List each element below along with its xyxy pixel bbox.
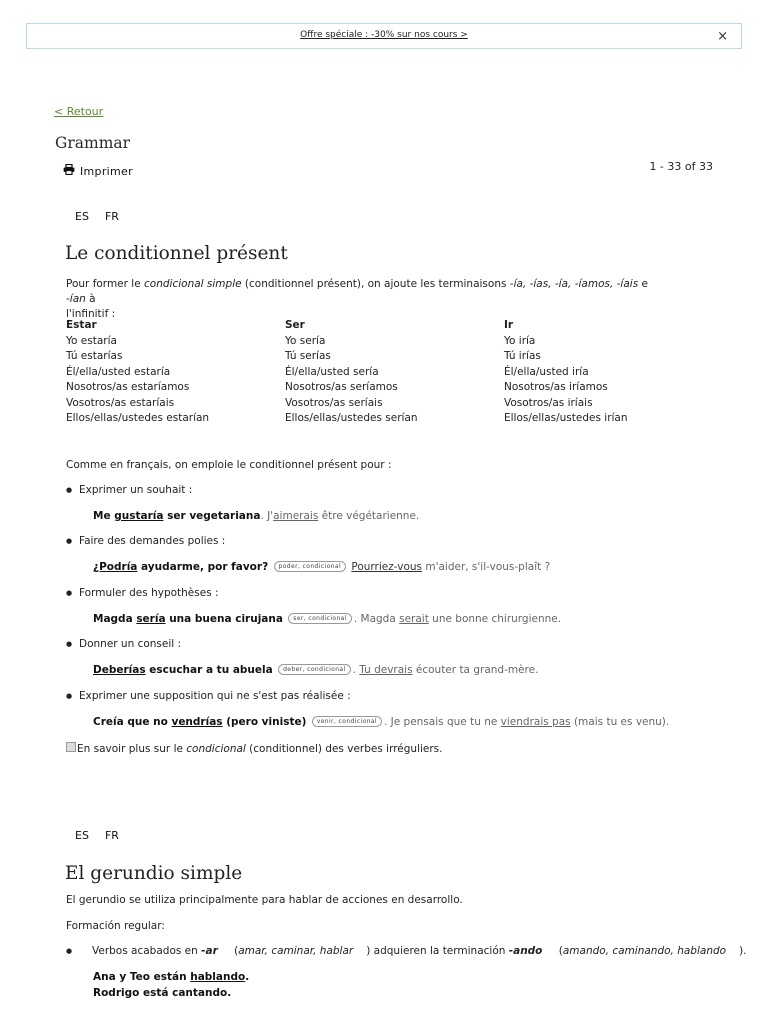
paragraph: Formación regular:	[66, 920, 165, 932]
grammar-tag[interactable]: poder, condicional	[274, 561, 347, 572]
lang-tab-fr[interactable]: FR	[104, 210, 119, 223]
example-sentence: ¿Podría ayudarme, por favor? poder, condicional Pourriez-vous m'aider, s'il-vous-plaît ?	[93, 561, 551, 573]
intro-paragraph: Pour former le condicional simple (conditionnel présent), on ajoute les terminaisons -ía, -ías, -ía, -íamos, -íais e -ían à l'infinitif :	[66, 278, 648, 320]
lang-tab-es[interactable]: ES	[75, 210, 89, 223]
conjugation-column-ir: Ir Yo iría Tú irías Él/ella/usted iría Nosotros/as iríamos Vosotros/as iríais Ellos/ellas/ustedes irían	[504, 319, 628, 424]
promo-link[interactable]: Offre spéciale : -30% sur nos cours >	[300, 30, 468, 40]
language-tabs	[75, 210, 119, 223]
language-tabs	[75, 829, 119, 842]
printer-icon	[63, 164, 75, 178]
example-sentence: Deberías escuchar a tu abuela deber, condicional . Tu devrais écouter ta grand-mère.	[93, 664, 539, 676]
close-icon[interactable]: ×	[717, 29, 728, 44]
example-sentence: Rodrigo está cantando.	[93, 987, 232, 999]
grammar-tag[interactable]: venir, condicional	[312, 716, 382, 727]
section-title: Le conditionnel présent	[65, 243, 288, 264]
promo-banner	[26, 23, 742, 49]
page-title: Grammar	[55, 134, 131, 152]
print-button[interactable]	[63, 164, 133, 178]
conjugation-column-ser: Ser Yo sería Tú serías Él/ella/usted sería Nosotros/as seríamos Vosotros/as seríais Ellos/ellas/ustedes serían	[285, 319, 418, 424]
list-item: ● Formuler des hypothèses :	[66, 587, 219, 599]
example-sentence: Magda sería una buena cirujana ser, condicional . Magda serait une bonne chirurgienne.	[93, 613, 562, 625]
list-item: ● Exprimer un souhait :	[66, 484, 192, 496]
example-sentence: Me gustaría ser vegetariana. J'aimerais être végétarienne.	[93, 510, 420, 522]
uses-intro: Comme en français, on emploie le conditionnel présent pour :	[66, 459, 392, 471]
pager-count: 1 - 33 of 33	[649, 160, 713, 173]
back-link[interactable]: < Retour	[54, 105, 104, 118]
conjugation-column-estar: Estar Yo estaría Tú estarías Él/ella/usted estaría Nosotros/as estaríamos Vosotros/as estaríais Ellos/ellas/ustedes estarían	[66, 319, 210, 424]
print-label: Imprimer	[80, 164, 133, 178]
grammar-tag[interactable]: ser, condicional	[288, 613, 352, 624]
checkbox-icon[interactable]	[66, 742, 76, 752]
list-item: ● Donner un conseil :	[66, 638, 181, 650]
list-item: ● Faire des demandes polies :	[66, 535, 225, 547]
learn-more-line: En savoir plus sur le condicional (conditionnel) des verbes irréguliers.	[66, 742, 442, 755]
grammar-tag[interactable]: deber, condicional	[278, 664, 351, 675]
lang-tab-fr[interactable]: FR	[104, 829, 119, 842]
example-sentence: Creía que no vendrías (pero viniste) venir, condicional . Je pensais que tu ne viendrais pas (mais tu es venu).	[93, 716, 670, 728]
section-title: El gerundio simple	[65, 863, 243, 884]
paragraph: El gerundio se utiliza principalmente para hablar de acciones en desarrollo.	[66, 894, 463, 906]
list-item: ● Verbos acabados en -ar (amar, caminar, hablar ) adquieren la terminación -ando (amando, caminando, hablando ).	[66, 945, 747, 957]
lang-tab-es[interactable]: ES	[75, 829, 89, 842]
example-sentence: Ana y Teo están hablando.	[93, 971, 250, 983]
list-item: ● Exprimer une supposition qui ne s'est pas réalisée :	[66, 690, 351, 702]
